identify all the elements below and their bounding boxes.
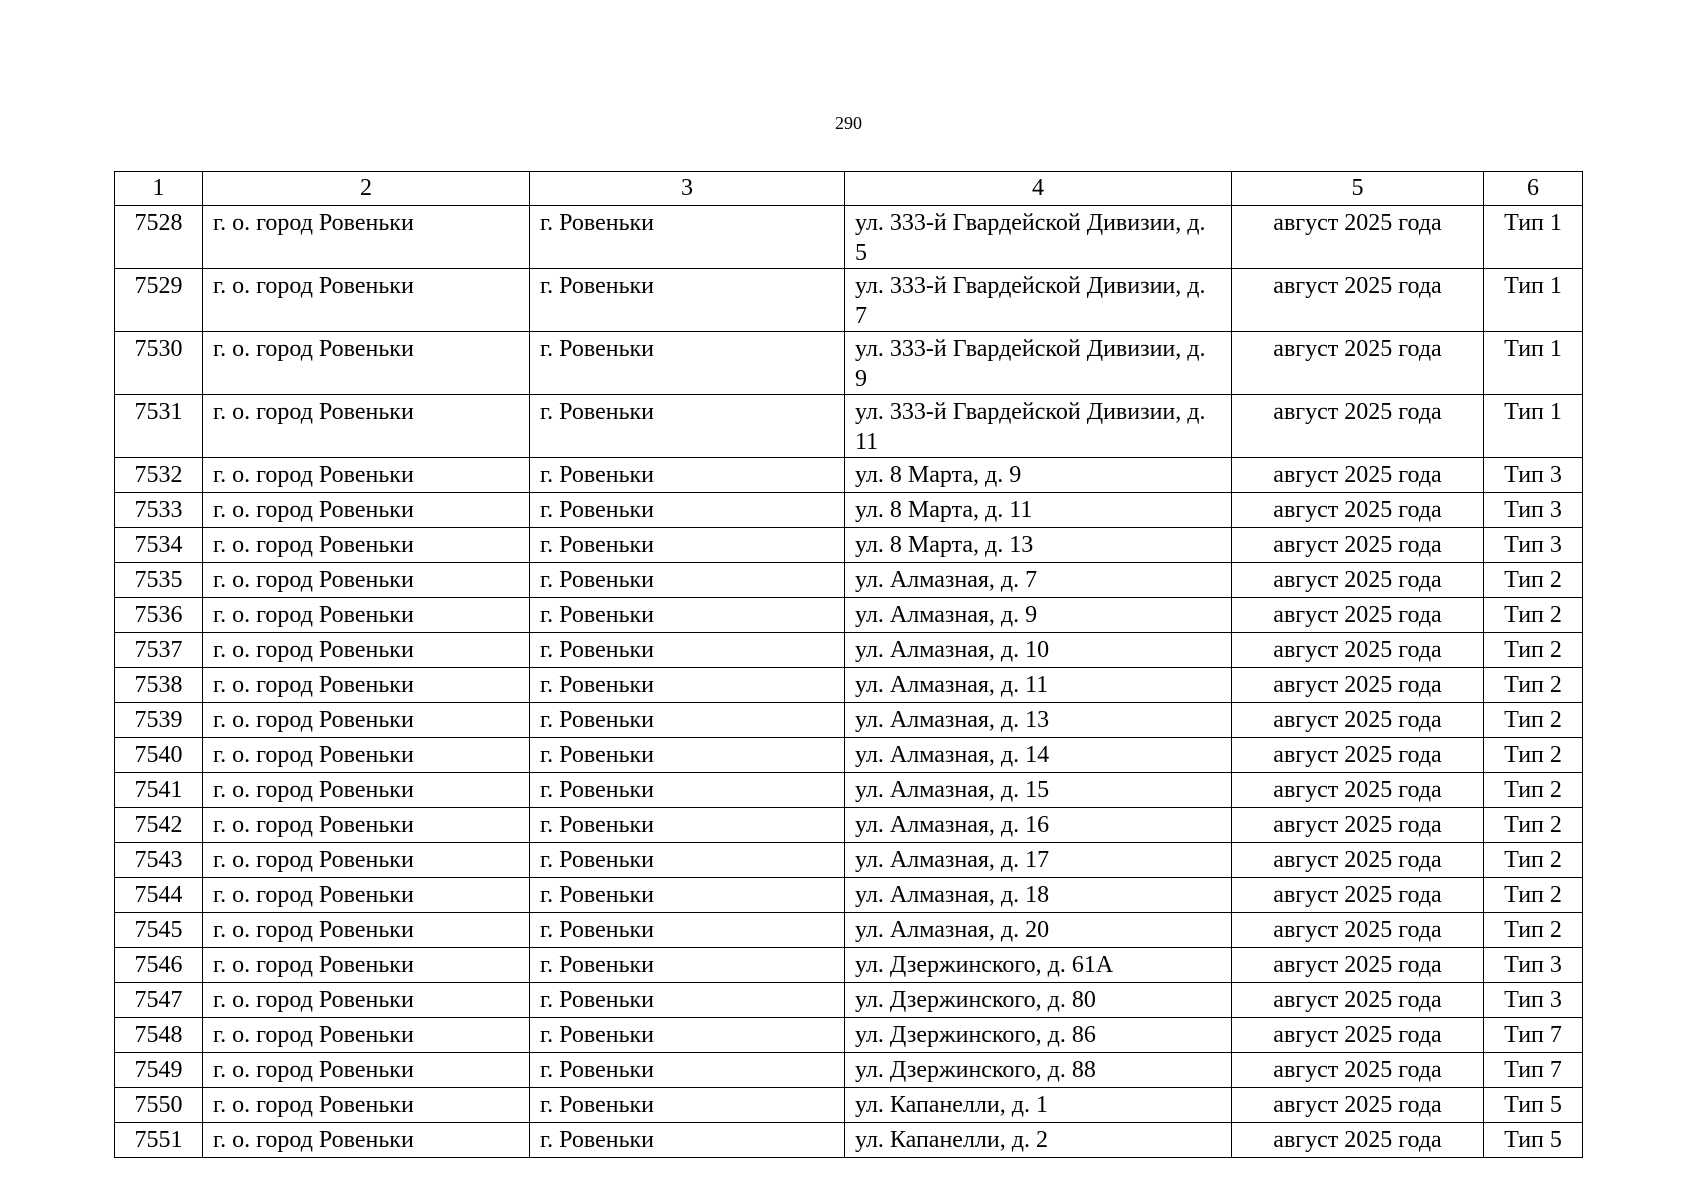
row-number-cell: 7533 [115, 493, 203, 528]
municipality-cell: г. о. город Ровеньки [203, 269, 530, 332]
locality-cell: г. Ровеньки [530, 332, 845, 395]
address-cell: ул. Алмазная, д. 13 [845, 703, 1232, 738]
address-cell: ул. Дзержинского, д. 61А [845, 948, 1232, 983]
type-cell: Тип 2 [1484, 668, 1583, 703]
locality-cell: г. Ровеньки [530, 458, 845, 493]
address-cell: ул. Дзержинского, д. 88 [845, 1053, 1232, 1088]
type-cell: Тип 1 [1484, 395, 1583, 458]
address-cell: ул. Дзержинского, д. 86 [845, 1018, 1232, 1053]
type-cell: Тип 3 [1484, 528, 1583, 563]
column-header-4: 4 [845, 172, 1232, 206]
date-cell: август 2025 года [1232, 598, 1484, 633]
type-cell: Тип 2 [1484, 773, 1583, 808]
row-number-cell: 7532 [115, 458, 203, 493]
type-cell: Тип 2 [1484, 738, 1583, 773]
row-number-cell: 7538 [115, 668, 203, 703]
address-cell: ул. Алмазная, д. 16 [845, 808, 1232, 843]
type-cell: Тип 2 [1484, 598, 1583, 633]
date-cell: август 2025 года [1232, 458, 1484, 493]
municipality-cell: г. о. город Ровеньки [203, 1053, 530, 1088]
type-cell: Тип 3 [1484, 948, 1583, 983]
municipality-cell: г. о. город Ровеньки [203, 458, 530, 493]
table-header [115, 172, 1583, 206]
row-number-cell: 7535 [115, 563, 203, 598]
table-row [115, 633, 1583, 668]
date-cell: август 2025 года [1232, 1018, 1484, 1053]
locality-cell: г. Ровеньки [530, 1018, 845, 1053]
header-row [115, 172, 1583, 206]
date-cell: август 2025 года [1232, 332, 1484, 395]
table-row [115, 948, 1583, 983]
locality-cell: г. Ровеньки [530, 913, 845, 948]
type-cell: Тип 2 [1484, 808, 1583, 843]
row-number-cell: 7536 [115, 598, 203, 633]
municipality-cell: г. о. город Ровеньки [203, 773, 530, 808]
locality-cell: г. Ровеньки [530, 269, 845, 332]
address-cell: ул. 333-й Гвардейской Дивизии, д. 7 [845, 269, 1232, 332]
row-number-cell: 7539 [115, 703, 203, 738]
municipality-cell: г. о. город Ровеньки [203, 1088, 530, 1123]
date-cell: август 2025 года [1232, 269, 1484, 332]
address-cell: ул. Алмазная, д. 9 [845, 598, 1232, 633]
table-row [115, 206, 1583, 269]
address-cell: ул. 333-й Гвардейской Дивизии, д. 5 [845, 206, 1232, 269]
table-row [115, 563, 1583, 598]
address-cell: ул. 8 Марта, д. 11 [845, 493, 1232, 528]
municipality-cell: г. о. город Ровеньки [203, 668, 530, 703]
municipality-cell: г. о. город Ровеньки [203, 738, 530, 773]
municipality-cell: г. о. город Ровеньки [203, 948, 530, 983]
date-cell: август 2025 года [1232, 808, 1484, 843]
date-cell: август 2025 года [1232, 948, 1484, 983]
address-cell: ул. Капанелли, д. 2 [845, 1123, 1232, 1158]
row-number-cell: 7547 [115, 983, 203, 1018]
address-cell: ул. 333-й Гвардейской Дивизии, д. 9 [845, 332, 1232, 395]
row-number-cell: 7529 [115, 269, 203, 332]
table-row [115, 598, 1583, 633]
municipality-cell: г. о. город Ровеньки [203, 332, 530, 395]
table-row [115, 878, 1583, 913]
date-cell: август 2025 года [1232, 738, 1484, 773]
type-cell: Тип 1 [1484, 269, 1583, 332]
locality-cell: г. Ровеньки [530, 395, 845, 458]
row-number-cell: 7531 [115, 395, 203, 458]
locality-cell: г. Ровеньки [530, 528, 845, 563]
date-cell: август 2025 года [1232, 395, 1484, 458]
date-cell: август 2025 года [1232, 773, 1484, 808]
locality-cell: г. Ровеньки [530, 878, 845, 913]
type-cell: Тип 2 [1484, 703, 1583, 738]
table-row [115, 983, 1583, 1018]
type-cell: Тип 1 [1484, 332, 1583, 395]
locality-cell: г. Ровеньки [530, 1053, 845, 1088]
row-number-cell: 7543 [115, 843, 203, 878]
table-row [115, 493, 1583, 528]
municipality-cell: г. о. город Ровеньки [203, 395, 530, 458]
row-number-cell: 7537 [115, 633, 203, 668]
type-cell: Тип 1 [1484, 206, 1583, 269]
page-number: 290 [835, 113, 862, 133]
type-cell: Тип 2 [1484, 843, 1583, 878]
municipality-cell: г. о. город Ровеньки [203, 493, 530, 528]
address-cell: ул. Капанелли, д. 1 [845, 1088, 1232, 1123]
municipality-cell: г. о. город Ровеньки [203, 878, 530, 913]
date-cell: август 2025 года [1232, 843, 1484, 878]
row-number-cell: 7545 [115, 913, 203, 948]
address-cell: ул. 8 Марта, д. 13 [845, 528, 1232, 563]
table-row [115, 703, 1583, 738]
row-number-cell: 7528 [115, 206, 203, 269]
type-cell: Тип 2 [1484, 563, 1583, 598]
date-cell: август 2025 года [1232, 1123, 1484, 1158]
address-cell: ул. Алмазная, д. 10 [845, 633, 1232, 668]
type-cell: Тип 7 [1484, 1053, 1583, 1088]
locality-cell: г. Ровеньки [530, 206, 845, 269]
date-cell: август 2025 года [1232, 913, 1484, 948]
table-row [115, 738, 1583, 773]
type-cell: Тип 2 [1484, 878, 1583, 913]
table-row [115, 395, 1583, 458]
date-cell: август 2025 года [1232, 563, 1484, 598]
address-cell: ул. Дзержинского, д. 80 [845, 983, 1232, 1018]
row-number-cell: 7530 [115, 332, 203, 395]
column-header-5: 5 [1232, 172, 1484, 206]
locality-cell: г. Ровеньки [530, 843, 845, 878]
date-cell: август 2025 года [1232, 528, 1484, 563]
type-cell: Тип 7 [1484, 1018, 1583, 1053]
row-number-cell: 7542 [115, 808, 203, 843]
table-row [115, 843, 1583, 878]
table-row [115, 773, 1583, 808]
type-cell: Тип 3 [1484, 458, 1583, 493]
municipality-cell: г. о. город Ровеньки [203, 843, 530, 878]
row-number-cell: 7546 [115, 948, 203, 983]
column-header-1: 1 [115, 172, 203, 206]
type-cell: Тип 5 [1484, 1123, 1583, 1158]
date-cell: август 2025 года [1232, 668, 1484, 703]
table-row [115, 808, 1583, 843]
table-row [115, 668, 1583, 703]
municipality-cell: г. о. город Ровеньки [203, 1123, 530, 1158]
row-number-cell: 7541 [115, 773, 203, 808]
column-header-6: 6 [1484, 172, 1583, 206]
locality-cell: г. Ровеньки [530, 703, 845, 738]
municipality-cell: г. о. город Ровеньки [203, 808, 530, 843]
locality-cell: г. Ровеньки [530, 808, 845, 843]
municipality-cell: г. о. город Ровеньки [203, 633, 530, 668]
locality-cell: г. Ровеньки [530, 1088, 845, 1123]
address-cell: ул. Алмазная, д. 20 [845, 913, 1232, 948]
table-row [115, 269, 1583, 332]
table-row [115, 913, 1583, 948]
locality-cell: г. Ровеньки [530, 773, 845, 808]
locality-cell: г. Ровеньки [530, 668, 845, 703]
address-cell: ул. 8 Марта, д. 9 [845, 458, 1232, 493]
address-cell: ул. Алмазная, д. 15 [845, 773, 1232, 808]
address-cell: ул. Алмазная, д. 7 [845, 563, 1232, 598]
date-cell: август 2025 года [1232, 1053, 1484, 1088]
municipality-cell: г. о. город Ровеньки [203, 703, 530, 738]
column-header-2: 2 [203, 172, 530, 206]
municipality-cell: г. о. город Ровеньки [203, 528, 530, 563]
address-cell: ул. Алмазная, д. 14 [845, 738, 1232, 773]
municipality-cell: г. о. город Ровеньки [203, 563, 530, 598]
data-table [114, 171, 1583, 1158]
table-row [115, 458, 1583, 493]
type-cell: Тип 2 [1484, 913, 1583, 948]
row-number-cell: 7549 [115, 1053, 203, 1088]
locality-cell: г. Ровеньки [530, 948, 845, 983]
table-row [115, 1123, 1583, 1158]
municipality-cell: г. о. город Ровеньки [203, 983, 530, 1018]
row-number-cell: 7551 [115, 1123, 203, 1158]
date-cell: август 2025 года [1232, 983, 1484, 1018]
date-cell: август 2025 года [1232, 633, 1484, 668]
locality-cell: г. Ровеньки [530, 493, 845, 528]
locality-cell: г. Ровеньки [530, 738, 845, 773]
address-cell: ул. 333-й Гвардейской Дивизии, д. 11 [845, 395, 1232, 458]
table-row [115, 1053, 1583, 1088]
column-header-3: 3 [530, 172, 845, 206]
date-cell: август 2025 года [1232, 878, 1484, 913]
type-cell: Тип 3 [1484, 983, 1583, 1018]
row-number-cell: 7548 [115, 1018, 203, 1053]
municipality-cell: г. о. город Ровеньки [203, 1018, 530, 1053]
address-cell: ул. Алмазная, д. 11 [845, 668, 1232, 703]
row-number-cell: 7544 [115, 878, 203, 913]
municipality-cell: г. о. город Ровеньки [203, 206, 530, 269]
locality-cell: г. Ровеньки [530, 598, 845, 633]
date-cell: август 2025 года [1232, 1088, 1484, 1123]
date-cell: август 2025 года [1232, 703, 1484, 738]
row-number-cell: 7534 [115, 528, 203, 563]
locality-cell: г. Ровеньки [530, 983, 845, 1018]
type-cell: Тип 5 [1484, 1088, 1583, 1123]
type-cell: Тип 3 [1484, 493, 1583, 528]
locality-cell: г. Ровеньки [530, 1123, 845, 1158]
municipality-cell: г. о. город Ровеньки [203, 913, 530, 948]
row-number-cell: 7550 [115, 1088, 203, 1123]
type-cell: Тип 2 [1484, 633, 1583, 668]
date-cell: август 2025 года [1232, 206, 1484, 269]
table-body [115, 206, 1583, 1158]
table-row [115, 528, 1583, 563]
table-row [115, 1018, 1583, 1053]
municipality-cell: г. о. город Ровеньки [203, 598, 530, 633]
table-row [115, 1088, 1583, 1123]
row-number-cell: 7540 [115, 738, 203, 773]
locality-cell: г. Ровеньки [530, 633, 845, 668]
date-cell: август 2025 года [1232, 493, 1484, 528]
address-cell: ул. Алмазная, д. 18 [845, 878, 1232, 913]
address-cell: ул. Алмазная, д. 17 [845, 843, 1232, 878]
table-row [115, 332, 1583, 395]
locality-cell: г. Ровеньки [530, 563, 845, 598]
